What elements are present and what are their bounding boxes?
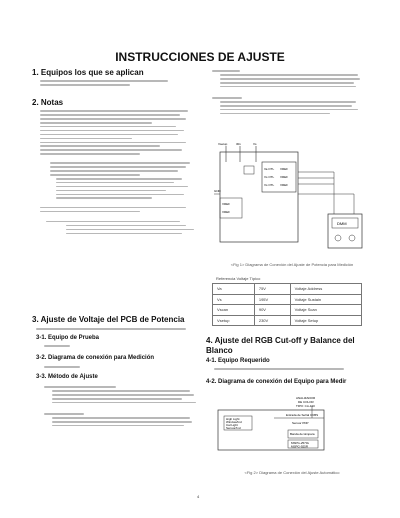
table-cell: Voltaje Address [290,284,361,295]
section-3-body [36,326,186,332]
page-title: INSTRUCCIONES DE AJUSTE [115,50,285,64]
section-4-heading: 4. Ajuste del RGB Cut-off y Balance del Blanco [206,336,355,355]
fig1-dmm-label: DMM [337,221,347,226]
section-3-2-body [44,364,80,370]
fig1-row-0: Va OTL [264,167,275,171]
section-3-1-heading: 3-1. Equipo de Prueba [36,335,100,341]
fig2-box-left-2: Cal Light [226,423,238,427]
fig1-label-vsetup: Vsetup [218,142,228,146]
table-cell: Vscan [213,305,255,316]
fig2-box-r1: Banda de lámpara [290,432,315,436]
fig2-analyzer-2: TIPO: CA-100 [296,404,315,408]
table-cell: Vsetup [213,315,255,326]
right-intro-body [212,68,362,117]
fig1-row-2: Vs OTL [264,183,275,187]
fig1-vref-0: VREF [280,167,289,171]
section-2-body [40,108,190,237]
fig1-vref-2: VREF [280,183,289,187]
table-cell: 75V [254,284,290,295]
fig2-box-left-0: High Light [226,417,240,421]
table-cell: Voltaje Sustain [290,294,361,305]
table-cell: Vs [213,294,255,305]
table-cell: 195V [254,294,290,305]
section-3-2-heading: 3-2. Diagrama de conexión para Medición [36,355,155,361]
fig2-box-r2-1: MSPG-925R [291,444,309,449]
fig2-connection-diagram [214,396,374,466]
fig1-label-30v: 30v [236,142,241,146]
fig2-box-r2-0: MSPG-2570x [291,441,310,445]
section-2-heading: 2. Notas [32,98,64,107]
section-4-1-heading: 4-1. Equipo Requerido [206,358,270,364]
fig1-label-vs: Vs [253,142,257,146]
table-cell: 90V [254,305,290,316]
fig2-analyzer-1: DE COLOR [298,400,314,404]
table-cell: Voltaje Scan [290,305,361,316]
fig2-box-left-1: Window/Ind [226,420,242,424]
table-cell: 230V [254,315,290,326]
table-row [213,284,362,295]
section-3-3-body [44,384,196,429]
fig1-row-1: Vs OTL [264,175,275,179]
table-row [213,294,362,305]
section-4-2-heading: 4-2. Diagrama de conexión del Equipo para Medir [206,379,347,385]
fig1-vref-left-0: VREF [222,202,231,206]
fig1-caption: <Fig 1> Diagrama de Conexión del Ajuste de Potencia para Medición [230,262,354,267]
section-4-1-body [214,366,344,372]
fig2-caption: <Fig 2> Diagrama de Conexión del Ajuste Automático [244,470,340,475]
ref-table-title: Referencia Voltaje Típico [216,276,261,281]
table-row [213,305,362,316]
table-cell: Va [213,284,255,295]
section-3-heading: 3. Ajuste de Voltaje del PCB de Potencia [32,315,185,324]
fig1-label-gnd: GND [214,189,221,193]
section-3-1-body [44,343,70,349]
table-row [213,315,362,326]
fig2-sensor-label: Sensor PDP [292,421,309,425]
fig2-analyzer-0: ANALIZADOR [296,396,316,400]
table-cell: Voltaje Setup [290,315,361,326]
fig1-vref-left-1: VREF [222,210,231,214]
fig2-box-left-3: Sensor/Ind [226,426,241,430]
fig1-connection-diagram [214,140,374,255]
section-3-3-heading: 3-3. Método de Ajuste [36,374,98,380]
page-number: 4 [197,494,200,499]
ref-voltage-table [212,283,362,326]
section-1-heading: 1. Equipos los que se aplican [32,68,144,77]
fig1-vref-1: VREF [280,175,289,179]
section-1-body [40,78,180,88]
fig2-probe-label: Entrada de Señal CVBS [286,413,319,417]
